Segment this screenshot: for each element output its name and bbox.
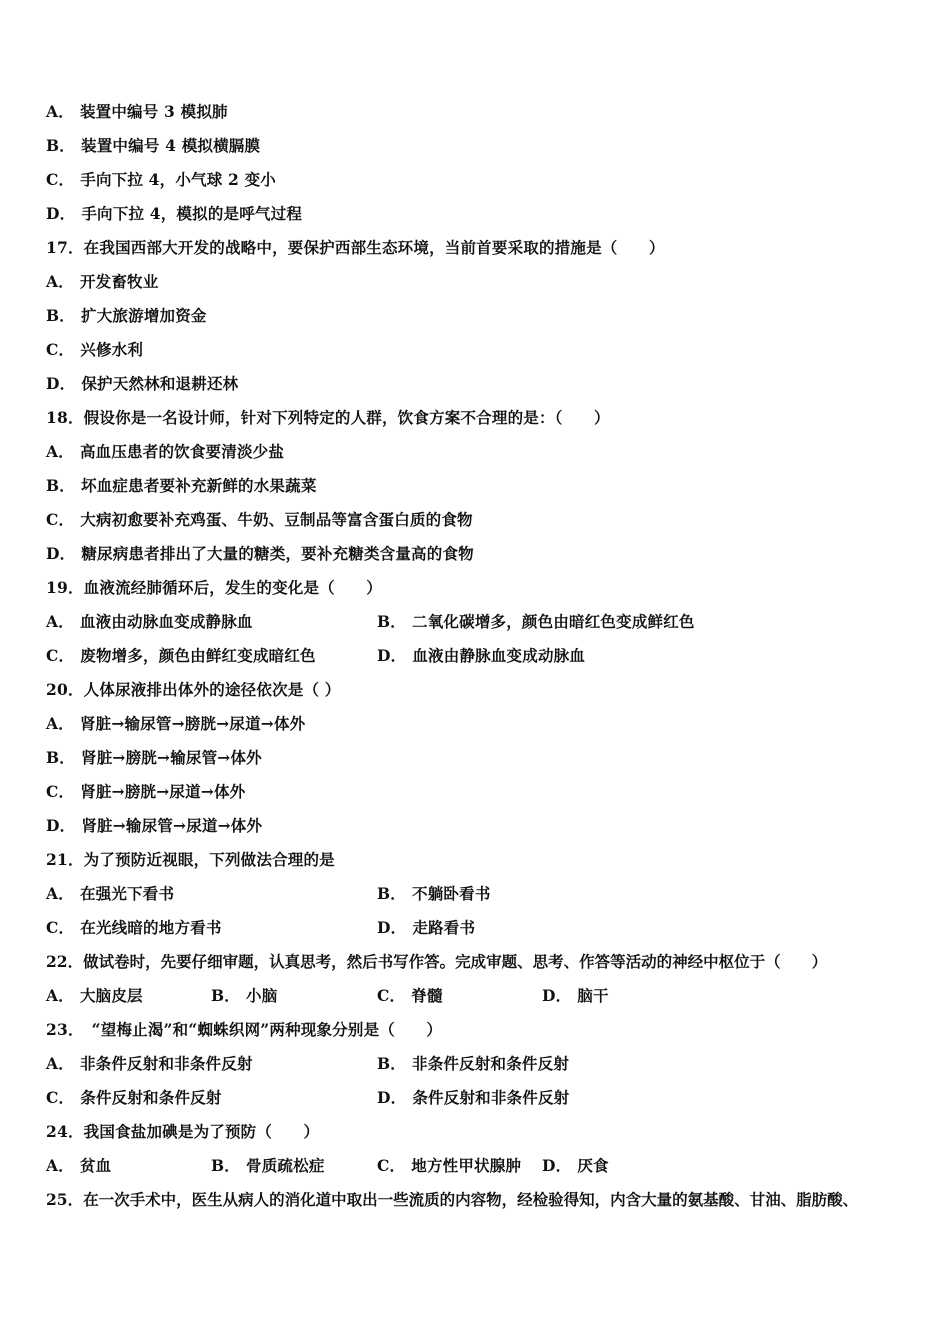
option-text: 小脑 bbox=[246, 986, 278, 1005]
option-text: 糖尿病患者排出了大量的糖类，要补充糖类含量高的食物 bbox=[81, 544, 474, 563]
option-label: B． bbox=[46, 476, 76, 495]
q17-option-c bbox=[46, 340, 143, 360]
q22-option-b bbox=[211, 986, 277, 1006]
option-label: C． bbox=[46, 340, 75, 359]
q16-option-a bbox=[46, 102, 228, 122]
option-text: 脑干 bbox=[577, 986, 609, 1005]
option-label: A． bbox=[46, 714, 74, 733]
option-label: C． bbox=[46, 918, 75, 937]
option-text: 走路看书 bbox=[412, 918, 476, 937]
option-label: D． bbox=[377, 1088, 407, 1107]
option-text: 开发畜牧业 bbox=[79, 272, 159, 291]
q17-option-a bbox=[46, 272, 158, 292]
option-text: 在光线暗的地方看书 bbox=[80, 918, 222, 937]
option-text: 贫血 bbox=[79, 1156, 112, 1175]
q18-option-c bbox=[46, 510, 473, 530]
q20-option-b bbox=[46, 748, 262, 768]
option-label: C． bbox=[377, 986, 406, 1005]
option-text: 手向下拉 4，小气球 2 变小 bbox=[80, 170, 277, 189]
q18-stem: 18．假设你是一名设计师，针对下列特定的人群，饮食方案不合理的是：（ ） bbox=[46, 408, 610, 427]
q24-stem: 24．我国食盐加碘是为了预防（ ） bbox=[46, 1122, 320, 1141]
option-label: B． bbox=[211, 1156, 241, 1175]
q21-option-b bbox=[377, 884, 491, 904]
q23-option-d bbox=[377, 1088, 569, 1108]
option-text: 废物增多，颜色由鲜红变成暗红色 bbox=[80, 646, 316, 665]
q16-option-d bbox=[46, 204, 302, 224]
option-label: C． bbox=[46, 646, 75, 665]
option-text: 保护天然林和退耕还林 bbox=[81, 374, 239, 393]
q23-option-c bbox=[46, 1088, 222, 1108]
q17-option-d bbox=[46, 374, 238, 394]
q25-stem: 25．在一次手术中，医生从病人的消化道中取出一些流质的内容物，经检验得知，内含大量的氨基酸、甘油、脂肪酸、 bbox=[46, 1190, 859, 1209]
option-label: B． bbox=[46, 136, 76, 155]
option-text: 非条件反射和条件反射 bbox=[412, 1054, 570, 1073]
option-text: 肾脏→膀胱→尿道→体外 bbox=[80, 782, 246, 801]
option-text: 扩大旅游增加资金 bbox=[81, 306, 207, 325]
option-label: C． bbox=[377, 1156, 406, 1175]
option-label: A． bbox=[46, 986, 74, 1005]
option-label: A． bbox=[46, 442, 74, 461]
q21-stem: 21．为了预防近视眼，下列做法合理的是 bbox=[46, 850, 335, 869]
q23-option-a bbox=[46, 1054, 253, 1074]
option-label: D． bbox=[46, 544, 76, 563]
option-label: B． bbox=[377, 612, 407, 631]
q24-option-a bbox=[46, 1156, 111, 1176]
option-text: 条件反射和条件反射 bbox=[80, 1088, 222, 1107]
option-text: 骨质疏松症 bbox=[246, 1156, 325, 1175]
q24-option-c bbox=[377, 1156, 521, 1176]
option-text: 不躺卧看书 bbox=[412, 884, 491, 903]
option-label: B． bbox=[377, 884, 407, 903]
q20-option-c bbox=[46, 782, 245, 802]
q19-stem: 19．血液流经肺循环后，发生的变化是（ ） bbox=[46, 578, 382, 597]
q23-option-b bbox=[377, 1054, 569, 1074]
option-text: 手向下拉 4，模拟的是呼气过程 bbox=[81, 204, 303, 223]
q21-option-d bbox=[377, 918, 475, 938]
q22-stem: 22．做试卷时，先要仔细审题，认真思考，然后书写作答。完成审题、思考、作答等活动的神经中枢位于（ ） bbox=[46, 952, 828, 971]
option-label: B． bbox=[377, 1054, 407, 1073]
option-label: A． bbox=[46, 1054, 74, 1073]
option-text: 血液由静脉血变成动脉血 bbox=[412, 646, 586, 665]
option-label: A． bbox=[46, 884, 74, 903]
q24-option-b bbox=[211, 1156, 325, 1176]
option-text: 装置中编号 4 模拟横膈膜 bbox=[81, 136, 261, 155]
q16-option-b bbox=[46, 136, 260, 156]
q19-option-b bbox=[377, 612, 695, 632]
option-label: C． bbox=[46, 170, 75, 189]
option-label: C． bbox=[46, 1088, 75, 1107]
option-text: 厌食 bbox=[577, 1156, 609, 1175]
option-label: D． bbox=[46, 374, 76, 393]
q23-stem: 23． “望梅止渴”和“蜘蛛织网”两种现象分别是（ ） bbox=[46, 1020, 443, 1039]
option-text: 兴修水利 bbox=[80, 340, 144, 359]
option-text: 装置中编号 3 模拟肺 bbox=[79, 102, 228, 121]
option-label: B． bbox=[211, 986, 241, 1005]
option-label: C． bbox=[46, 510, 75, 529]
q20-option-a bbox=[46, 714, 305, 734]
option-label: D． bbox=[46, 204, 76, 223]
option-text: 大脑皮层 bbox=[79, 986, 143, 1005]
option-label: D． bbox=[46, 816, 76, 835]
option-text: 二氧化碳增多，颜色由暗红色变成鲜红色 bbox=[412, 612, 695, 631]
option-text: 高血压患者的饮食要清淡少盐 bbox=[79, 442, 285, 461]
q20-stem: 20．人体尿液排出体外的途径依次是（ ） bbox=[46, 680, 341, 699]
q18-option-b bbox=[46, 476, 317, 496]
option-text: 大病初愈要补充鸡蛋、牛奶、豆制品等富含蛋白质的食物 bbox=[80, 510, 473, 529]
option-label: D． bbox=[542, 1156, 572, 1175]
option-label: B． bbox=[46, 306, 76, 325]
q21-option-c bbox=[46, 918, 222, 938]
q24-option-d bbox=[542, 1156, 609, 1176]
q20-option-d bbox=[46, 816, 262, 836]
option-text: 条件反射和非条件反射 bbox=[412, 1088, 570, 1107]
option-text: 血液由动脉血变成静脉血 bbox=[79, 612, 253, 631]
option-text: 地方性甲状腺肿 bbox=[411, 1156, 522, 1175]
q18-option-a bbox=[46, 442, 284, 462]
q17-option-b bbox=[46, 306, 207, 326]
option-text: 肾脏→膀胱→输尿管→体外 bbox=[81, 748, 262, 767]
q21-option-a bbox=[46, 884, 174, 904]
q19-option-c bbox=[46, 646, 316, 666]
option-label: A． bbox=[46, 102, 74, 121]
option-label: A． bbox=[46, 612, 74, 631]
option-label: D． bbox=[542, 986, 572, 1005]
q19-option-d bbox=[377, 646, 585, 666]
option-label: D． bbox=[377, 918, 407, 937]
q18-option-d bbox=[46, 544, 474, 564]
option-text: 在强光下看书 bbox=[79, 884, 175, 903]
q22-option-a bbox=[46, 986, 143, 1006]
q16-option-c bbox=[46, 170, 276, 190]
q19-option-a bbox=[46, 612, 253, 632]
q22-option-d bbox=[542, 986, 609, 1006]
option-label: B． bbox=[46, 748, 76, 767]
option-text: 肾脏→输尿管→尿道→体外 bbox=[81, 816, 263, 835]
option-label: D． bbox=[377, 646, 407, 665]
option-text: 非条件反射和非条件反射 bbox=[79, 1054, 253, 1073]
q17-stem: 17．在我国西部大开发的战略中，要保护西部生态环境，当前首要采取的措施是（ ） bbox=[46, 238, 665, 257]
option-label: A． bbox=[46, 1156, 74, 1175]
q22-option-c bbox=[377, 986, 443, 1006]
option-text: 脊髓 bbox=[411, 986, 443, 1005]
option-text: 肾脏→输尿管→膀胱→尿道→体外 bbox=[79, 714, 306, 733]
option-label: C． bbox=[46, 782, 75, 801]
option-text: 坏血症患者要补充新鲜的水果蔬菜 bbox=[81, 476, 317, 495]
option-label: A． bbox=[46, 272, 74, 291]
